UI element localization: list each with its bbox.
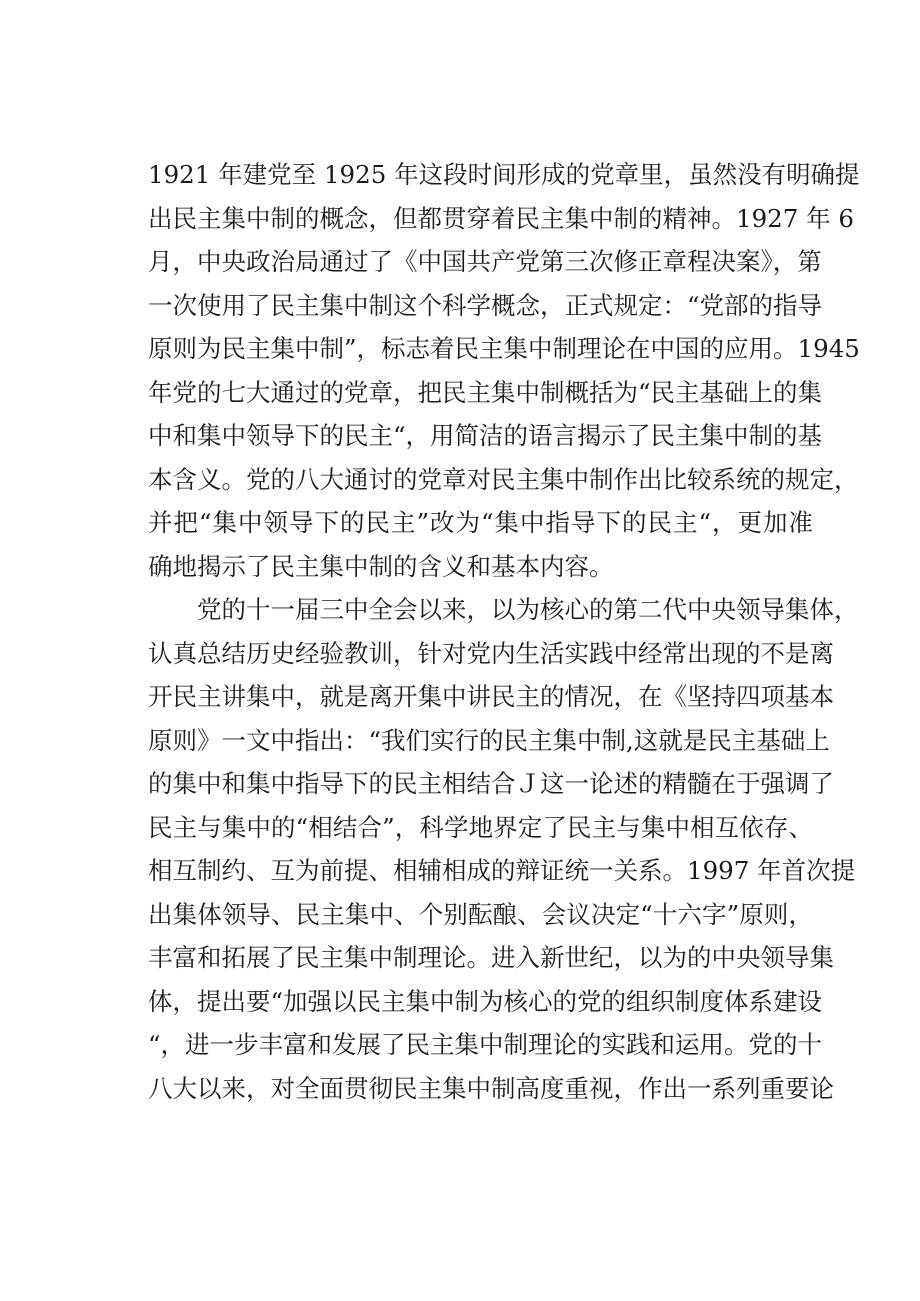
text-line: 体，提出要“加强以民主集中制为核心的党的组织制度体系建设: [148, 986, 823, 1016]
text-line: 党的十一届三中全会以来，以为核心的第二代中央领导集体，: [197, 595, 859, 624]
text-line: 认真总结历史经验教训，针对党内生活实践中经常出现的不是离: [148, 638, 834, 668]
text-line: 年党的七大通过的党章，把民主集中制概括为“民主基础上的集: [148, 377, 823, 407]
text-line: 的集中和集中指导下的民主相结合Ｊ这一论述的精髓在于强调了: [148, 769, 834, 798]
text-line: 出集体领导、民主集中、个别酝酿、会议决定“十六字”原则，: [148, 899, 813, 929]
text-line: 本含义。党的八大通讨的党章对民主集中制作出比较系统的规定，: [148, 464, 859, 494]
paragraph-2: [148, 588, 859, 1110]
text-line: 并把“集中领导下的民主”改为“集中指导下的民主“，更加准: [148, 508, 813, 537]
text-line: 原则》一文中指出：“我们实行的民主集中制,这就是民主基础上: [148, 725, 830, 755]
text-line: 1921 年建党至 1925 年这段时间形成的党章里，虽然没有明确提: [148, 160, 860, 189]
text-line: 丰富和拓展了民主集中制理论。进入新世纪，以为的中央领导集: [148, 943, 834, 972]
body-text: [148, 153, 860, 1110]
text-line: 民主与集中的“相结合”，科学地界定了民主与集中相互依存、: [148, 812, 813, 842]
paragraph-1: [148, 153, 860, 588]
text-line: 一次使用了民主集中制这个科学概念，正式规定：“党部的指导: [148, 290, 823, 320]
text-line: 确地揭示了民主集中制的含义和基本内容。: [148, 551, 614, 581]
text-line: 中和集中领导下的民主“，用简洁的语言揭示了民主集中制的基: [148, 421, 823, 450]
text-line: 相互制约、互为前提、相辅相成的辩证统一关系。1997 年首次提: [148, 856, 856, 885]
text-line: 原则为民主集中制”，标志着民主集中制理论在中国的应用。1945: [148, 334, 860, 363]
text-line: 月，中央政治局通过了《中国共产党第三次修正章程决案》，第: [148, 247, 822, 276]
text-line: 出民主集中制的概念，但都贯穿着民主集中制的精神。1927 年 6: [148, 203, 855, 233]
text-line: 开民主讲集中，就是离开集中讲民主的情况，在《坚持四项基本: [148, 682, 834, 711]
text-line: “，进一步丰富和发展了民主集中制理论的实践和运用。党的十: [148, 1030, 823, 1059]
text-line: 八大以来，对全面贯彻民主集中制高度重视，作出一系列重要论: [148, 1073, 834, 1103]
